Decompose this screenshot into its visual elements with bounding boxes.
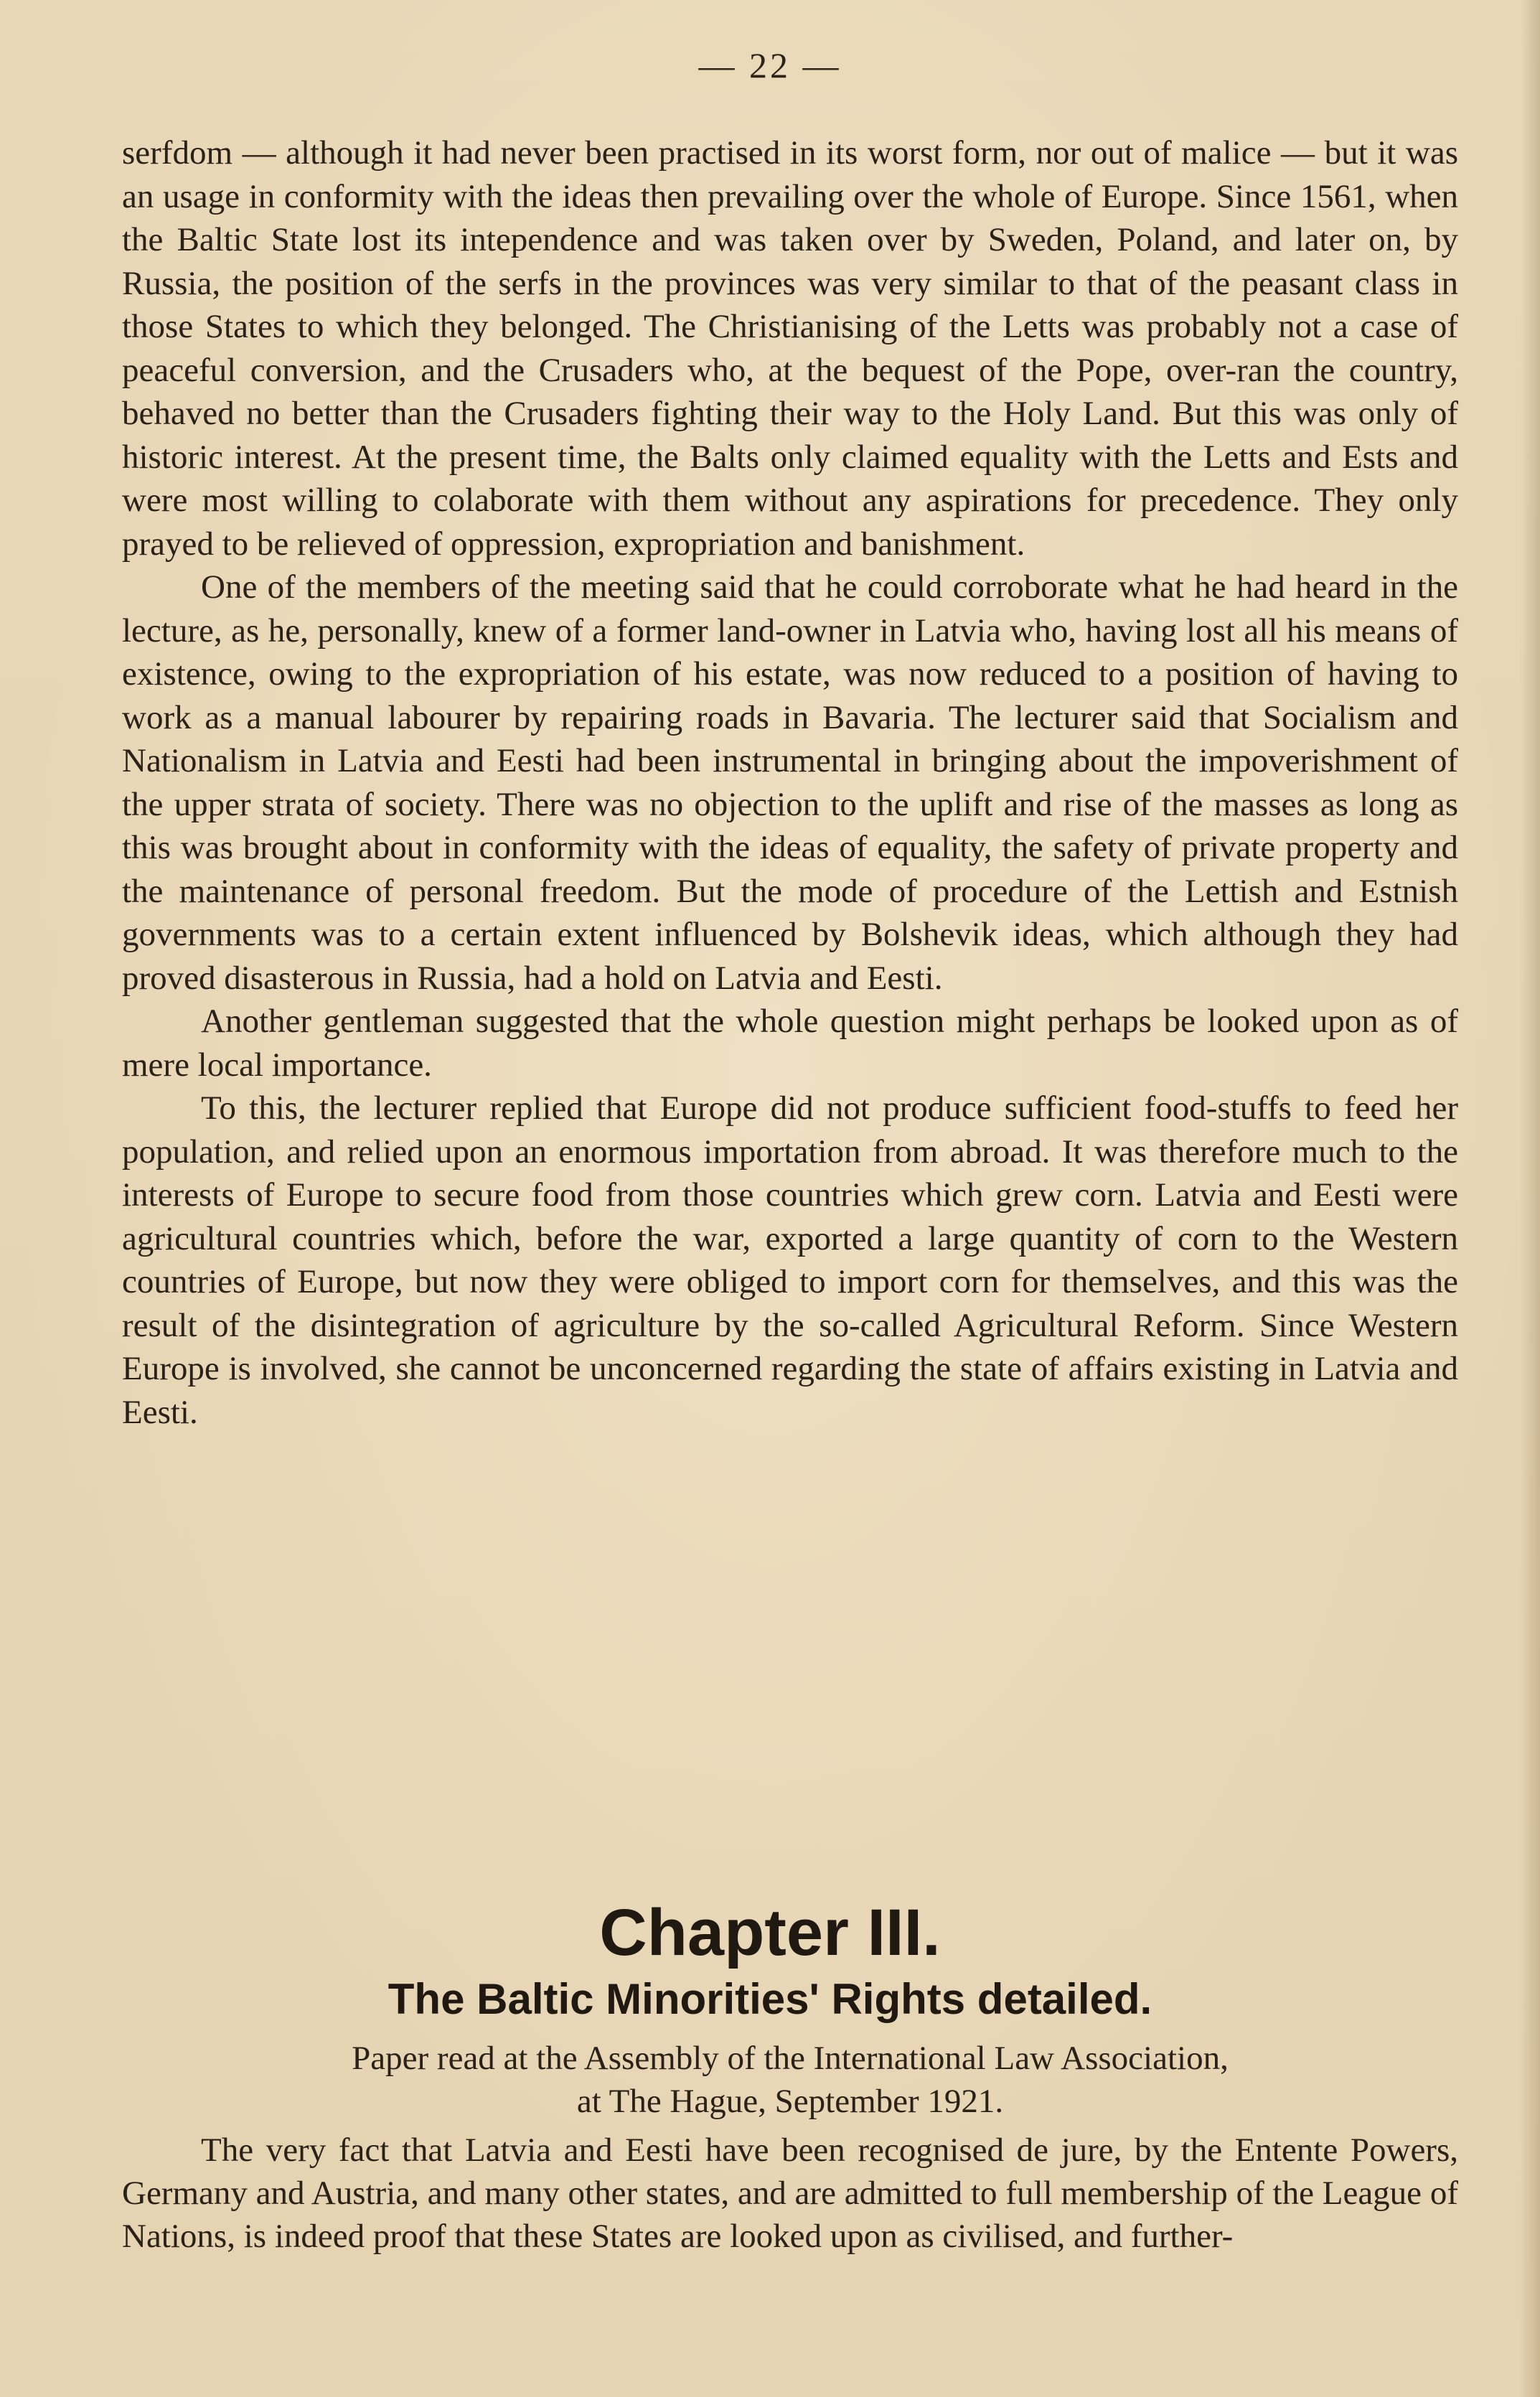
page-number: — 22 — xyxy=(698,45,842,85)
paper-note xyxy=(122,2037,1458,2123)
chapter-title: Chapter III. xyxy=(599,1896,941,1969)
paragraph-chapter-opening: The very fact that Latvia and Eesti have been recognised de jure, by the Entente Powers, Germany and Austria, and many other states, and are admitted to full membership of the League of Nations, is indeed proof that these States are looked upon as civilised, and further- xyxy=(122,2131,1458,2255)
paragraph-another-gentleman: Another gentleman suggested that the whole question might perhaps be looked upon as of mere local importance. xyxy=(122,1003,1458,1084)
paragraph-serfdom: serfdom — although it had never been practised in its worst form, nor out of malice — but it was an usage in conformity with the ideas then prevailing over the whole of Europe. Since 1561, when the Baltic State lost its intependence and was taken over by Sweden, Poland, and later on, by Russia, the position of the serfs in the provinces was very similar to that of the peasant class in those States to which they belonged. The Christianising of the Letts was probably not a case of peaceful conversion, and the Crusaders who, at the bequest of the Pope, over-ran the country, behaved no better than the Crusaders fighting their way to the Holy Land. But this was only of historic interest. At the present time, the Balts only claimed equality with the Letts and Ests and were most willing to colaborate with them without any aspirations for precedence. They only prayed to be relieved of oppression, expropriation and banishment. xyxy=(122,134,1458,563)
chapter-body-text xyxy=(122,2129,1458,2258)
paper-note-line-2: at The Hague, September 1921. xyxy=(576,2083,1004,2120)
body-text xyxy=(122,131,1458,1434)
chapter-subtitle: The Baltic Minorities' Rights detailed. xyxy=(388,1975,1152,2023)
paper-note-line-1: Paper read at the Assembly of the International Law Association, xyxy=(352,2040,1229,2077)
page-edge-shadow xyxy=(1520,0,1540,2397)
paragraph-lecturer-reply: To this, the lecturer replied that Europe did not produce sufficient food-stuffs to feed her population, and relied upon an enormous importation from abroad. It was therefore much to the interests of Europe to secure food from those countries which grew corn. Latvia and Eesti were agricultural countries which, before the war, exported a large quantity of corn to the Western countries of Europe, but now they were obliged to import corn for themselves, and this was the result of the disintegration of agriculture by the so-called Agricultural Reform. Since Western Europe is involved, she cannot be unconcerned regarding the state of affairs existing in Latvia and Eesti. xyxy=(122,1089,1458,1431)
paragraph-meeting-member: One of the members of the meeting said that he could corroborate what he had heard in the lecture, as he, personally, knew of a former land-owner in Latvia who, having lost all his means of existence, owing to the expropriation of his estate, was now reduced to a position of having to work as a manual labourer by repairing roads in Bavaria. The lecturer said that Socialism and Nationalism in Latvia and Eesti had been instrumental in bringing about the impoverishment of the upper strata of society. There was no objection to the uplift and rise of the masses as long as this was brought about in conformity with the ideas of equality, the safety of private property and the maintenance of personal freedom. But the mode of procedure of the Lettish and Estnish governments was to a certain extent influenced by Bolshevik ideas, which although they had proved disasterous in Russia, had a hold on Latvia and Eesti. xyxy=(122,568,1458,997)
